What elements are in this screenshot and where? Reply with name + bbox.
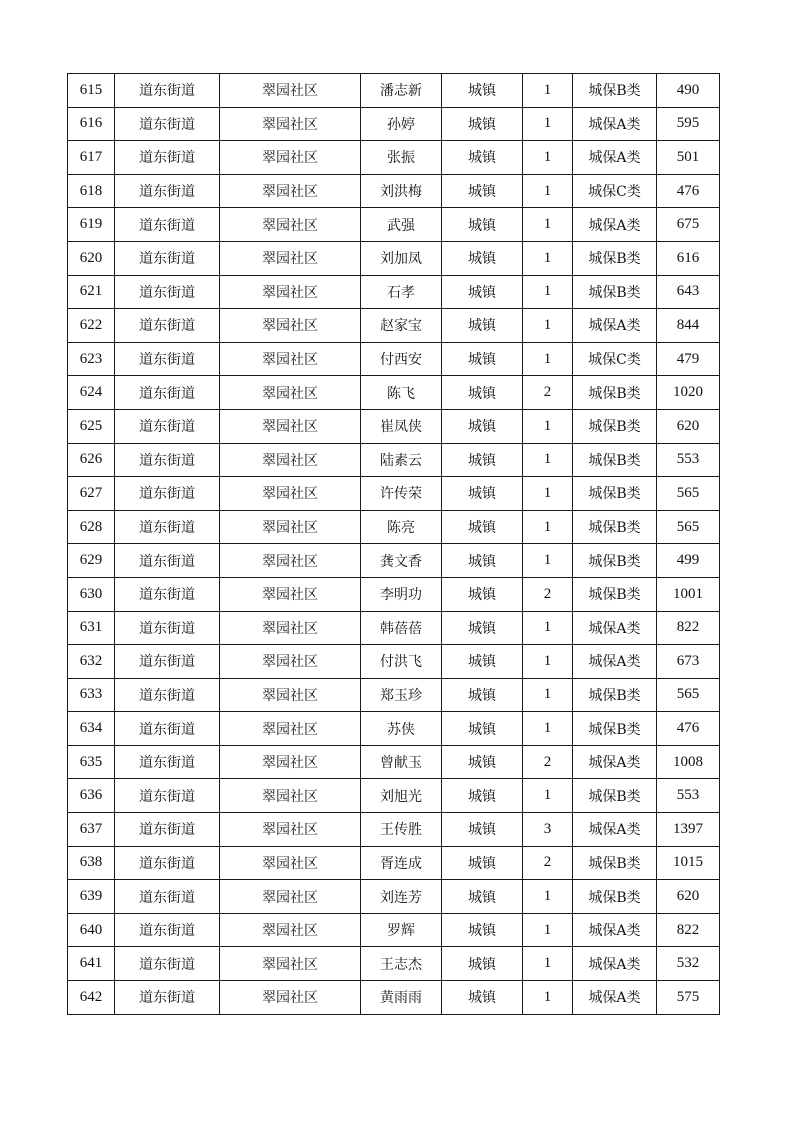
street-cell: 道东街道 — [115, 880, 220, 914]
amount-cell: 501 — [657, 141, 720, 175]
street-cell: 道东街道 — [115, 309, 220, 343]
table-row — [68, 779, 720, 813]
street-cell: 道东街道 — [115, 712, 220, 746]
household-type-cell: 城镇 — [442, 208, 523, 242]
amount-cell: 1008 — [657, 745, 720, 779]
row-number-cell: 618 — [68, 174, 115, 208]
table-row — [68, 309, 720, 343]
amount-cell: 499 — [657, 544, 720, 578]
street-cell: 道东街道 — [115, 779, 220, 813]
person-count-cell: 1 — [523, 241, 573, 275]
community-cell: 翠园社区 — [220, 107, 361, 141]
amount-cell: 565 — [657, 477, 720, 511]
community-cell: 翠园社区 — [220, 141, 361, 175]
table-row — [68, 208, 720, 242]
category-cell: 城保B类 — [573, 74, 657, 108]
name-cell: 李明功 — [361, 577, 442, 611]
person-count-cell: 1 — [523, 107, 573, 141]
street-cell: 道东街道 — [115, 947, 220, 981]
person-count-cell: 1 — [523, 275, 573, 309]
community-cell: 翠园社区 — [220, 712, 361, 746]
household-type-cell: 城镇 — [442, 443, 523, 477]
category-cell: 城保B类 — [573, 443, 657, 477]
household-type-cell: 城镇 — [442, 645, 523, 679]
street-cell: 道东街道 — [115, 846, 220, 880]
community-cell: 翠园社区 — [220, 611, 361, 645]
person-count-cell: 1 — [523, 645, 573, 679]
row-number-cell: 634 — [68, 712, 115, 746]
name-cell: 张振 — [361, 141, 442, 175]
name-cell: 苏侠 — [361, 712, 442, 746]
household-type-cell: 城镇 — [442, 846, 523, 880]
name-cell: 韩蓓蓓 — [361, 611, 442, 645]
category-cell: 城保A类 — [573, 813, 657, 847]
category-cell: 城保A类 — [573, 947, 657, 981]
category-cell: 城保B类 — [573, 477, 657, 511]
community-cell: 翠园社区 — [220, 577, 361, 611]
row-number-cell: 633 — [68, 678, 115, 712]
community-cell: 翠园社区 — [220, 947, 361, 981]
table-row — [68, 342, 720, 376]
name-cell: 潘志新 — [361, 74, 442, 108]
community-cell: 翠园社区 — [220, 813, 361, 847]
table-row — [68, 174, 720, 208]
amount-cell: 616 — [657, 241, 720, 275]
street-cell: 道东街道 — [115, 107, 220, 141]
person-count-cell: 1 — [523, 913, 573, 947]
name-cell: 曾献玉 — [361, 745, 442, 779]
person-count-cell: 1 — [523, 947, 573, 981]
name-cell: 王传胜 — [361, 813, 442, 847]
amount-cell: 532 — [657, 947, 720, 981]
name-cell: 刘加凤 — [361, 241, 442, 275]
street-cell: 道东街道 — [115, 745, 220, 779]
amount-cell: 575 — [657, 981, 720, 1015]
table-row — [68, 241, 720, 275]
community-cell: 翠园社区 — [220, 275, 361, 309]
row-number-cell: 632 — [68, 645, 115, 679]
community-cell: 翠园社区 — [220, 174, 361, 208]
table-row — [68, 275, 720, 309]
community-cell: 翠园社区 — [220, 208, 361, 242]
household-type-cell: 城镇 — [442, 678, 523, 712]
person-count-cell: 3 — [523, 813, 573, 847]
household-type-cell: 城镇 — [442, 745, 523, 779]
table-row — [68, 981, 720, 1015]
row-number-cell: 627 — [68, 477, 115, 511]
row-number-cell: 642 — [68, 981, 115, 1015]
community-cell: 翠园社区 — [220, 779, 361, 813]
amount-cell: 643 — [657, 275, 720, 309]
community-cell: 翠园社区 — [220, 309, 361, 343]
row-number-cell: 623 — [68, 342, 115, 376]
table-row — [68, 544, 720, 578]
category-cell: 城保B类 — [573, 779, 657, 813]
household-type-cell: 城镇 — [442, 174, 523, 208]
amount-cell: 490 — [657, 74, 720, 108]
street-cell: 道东街道 — [115, 510, 220, 544]
community-cell: 翠园社区 — [220, 74, 361, 108]
category-cell: 城保B类 — [573, 510, 657, 544]
row-number-cell: 628 — [68, 510, 115, 544]
category-cell: 城保C类 — [573, 174, 657, 208]
person-count-cell: 1 — [523, 981, 573, 1015]
amount-cell: 479 — [657, 342, 720, 376]
name-cell: 崔凤侠 — [361, 409, 442, 443]
table-row — [68, 745, 720, 779]
person-count-cell: 1 — [523, 208, 573, 242]
street-cell: 道东街道 — [115, 275, 220, 309]
street-cell: 道东街道 — [115, 208, 220, 242]
street-cell: 道东街道 — [115, 477, 220, 511]
household-type-cell: 城镇 — [442, 141, 523, 175]
row-number-cell: 637 — [68, 813, 115, 847]
household-type-cell: 城镇 — [442, 241, 523, 275]
household-type-cell: 城镇 — [442, 342, 523, 376]
community-cell: 翠园社区 — [220, 241, 361, 275]
community-cell: 翠园社区 — [220, 645, 361, 679]
household-type-cell: 城镇 — [442, 544, 523, 578]
person-count-cell: 2 — [523, 577, 573, 611]
amount-cell: 673 — [657, 645, 720, 679]
community-cell: 翠园社区 — [220, 981, 361, 1015]
street-cell: 道东街道 — [115, 74, 220, 108]
table-row — [68, 880, 720, 914]
amount-cell: 822 — [657, 913, 720, 947]
table-row — [68, 846, 720, 880]
household-type-cell: 城镇 — [442, 813, 523, 847]
household-type-cell: 城镇 — [442, 611, 523, 645]
table-row — [68, 107, 720, 141]
row-number-cell: 635 — [68, 745, 115, 779]
household-type-cell: 城镇 — [442, 947, 523, 981]
household-type-cell: 城镇 — [442, 880, 523, 914]
household-type-cell: 城镇 — [442, 913, 523, 947]
row-number-cell: 621 — [68, 275, 115, 309]
table-row — [68, 913, 720, 947]
household-type-cell: 城镇 — [442, 107, 523, 141]
category-cell: 城保A类 — [573, 645, 657, 679]
household-type-cell: 城镇 — [442, 409, 523, 443]
name-cell: 黄雨雨 — [361, 981, 442, 1015]
amount-cell: 595 — [657, 107, 720, 141]
table-row — [68, 443, 720, 477]
category-cell: 城保A类 — [573, 107, 657, 141]
amount-cell: 553 — [657, 443, 720, 477]
relief-roster-table — [67, 73, 720, 1015]
table-row — [68, 577, 720, 611]
row-number-cell: 620 — [68, 241, 115, 275]
person-count-cell: 1 — [523, 712, 573, 746]
table-row — [68, 712, 720, 746]
person-count-cell: 1 — [523, 477, 573, 511]
category-cell: 城保B类 — [573, 846, 657, 880]
community-cell: 翠园社区 — [220, 678, 361, 712]
household-type-cell: 城镇 — [442, 779, 523, 813]
table-row — [68, 645, 720, 679]
street-cell: 道东街道 — [115, 611, 220, 645]
amount-cell: 620 — [657, 880, 720, 914]
category-cell: 城保B类 — [573, 880, 657, 914]
amount-cell: 565 — [657, 678, 720, 712]
name-cell: 孙婷 — [361, 107, 442, 141]
category-cell: 城保A类 — [573, 981, 657, 1015]
street-cell: 道东街道 — [115, 577, 220, 611]
household-type-cell: 城镇 — [442, 510, 523, 544]
person-count-cell: 1 — [523, 309, 573, 343]
street-cell: 道东街道 — [115, 141, 220, 175]
row-number-cell: 622 — [68, 309, 115, 343]
name-cell: 陈亮 — [361, 510, 442, 544]
street-cell: 道东街道 — [115, 544, 220, 578]
amount-cell: 1397 — [657, 813, 720, 847]
street-cell: 道东街道 — [115, 241, 220, 275]
category-cell: 城保B类 — [573, 712, 657, 746]
name-cell: 胥连成 — [361, 846, 442, 880]
person-count-cell: 1 — [523, 409, 573, 443]
row-number-cell: 638 — [68, 846, 115, 880]
name-cell: 龚文香 — [361, 544, 442, 578]
street-cell: 道东街道 — [115, 813, 220, 847]
name-cell: 赵家宝 — [361, 309, 442, 343]
table-row — [68, 813, 720, 847]
table-row — [68, 409, 720, 443]
person-count-cell: 1 — [523, 779, 573, 813]
row-number-cell: 615 — [68, 74, 115, 108]
person-count-cell: 1 — [523, 510, 573, 544]
amount-cell: 1015 — [657, 846, 720, 880]
name-cell: 付西安 — [361, 342, 442, 376]
household-type-cell: 城镇 — [442, 376, 523, 410]
name-cell: 刘旭光 — [361, 779, 442, 813]
row-number-cell: 639 — [68, 880, 115, 914]
street-cell: 道东街道 — [115, 174, 220, 208]
row-number-cell: 619 — [68, 208, 115, 242]
category-cell: 城保A类 — [573, 745, 657, 779]
community-cell: 翠园社区 — [220, 913, 361, 947]
row-number-cell: 616 — [68, 107, 115, 141]
name-cell: 王志杰 — [361, 947, 442, 981]
household-type-cell: 城镇 — [442, 477, 523, 511]
street-cell: 道东街道 — [115, 678, 220, 712]
household-type-cell: 城镇 — [442, 275, 523, 309]
amount-cell: 476 — [657, 712, 720, 746]
amount-cell: 822 — [657, 611, 720, 645]
category-cell: 城保A类 — [573, 309, 657, 343]
category-cell: 城保A类 — [573, 141, 657, 175]
street-cell: 道东街道 — [115, 409, 220, 443]
row-number-cell: 624 — [68, 376, 115, 410]
row-number-cell: 641 — [68, 947, 115, 981]
row-number-cell: 631 — [68, 611, 115, 645]
table-row — [68, 376, 720, 410]
amount-cell: 1020 — [657, 376, 720, 410]
amount-cell: 553 — [657, 779, 720, 813]
street-cell: 道东街道 — [115, 342, 220, 376]
household-type-cell: 城镇 — [442, 74, 523, 108]
category-cell: 城保B类 — [573, 678, 657, 712]
row-number-cell: 625 — [68, 409, 115, 443]
street-cell: 道东街道 — [115, 376, 220, 410]
community-cell: 翠园社区 — [220, 880, 361, 914]
community-cell: 翠园社区 — [220, 409, 361, 443]
person-count-cell: 1 — [523, 443, 573, 477]
table-row — [68, 611, 720, 645]
amount-cell: 675 — [657, 208, 720, 242]
category-cell: 城保B类 — [573, 409, 657, 443]
category-cell: 城保B类 — [573, 577, 657, 611]
person-count-cell: 1 — [523, 74, 573, 108]
table-row — [68, 74, 720, 108]
person-count-cell: 2 — [523, 745, 573, 779]
row-number-cell: 629 — [68, 544, 115, 578]
household-type-cell: 城镇 — [442, 309, 523, 343]
name-cell: 刘洪梅 — [361, 174, 442, 208]
amount-cell: 476 — [657, 174, 720, 208]
community-cell: 翠园社区 — [220, 745, 361, 779]
category-cell: 城保B类 — [573, 376, 657, 410]
street-cell: 道东街道 — [115, 981, 220, 1015]
amount-cell: 844 — [657, 309, 720, 343]
person-count-cell: 1 — [523, 678, 573, 712]
household-type-cell: 城镇 — [442, 981, 523, 1015]
category-cell: 城保A类 — [573, 611, 657, 645]
table-row — [68, 947, 720, 981]
name-cell: 郑玉珍 — [361, 678, 442, 712]
category-cell: 城保B类 — [573, 275, 657, 309]
name-cell: 武强 — [361, 208, 442, 242]
category-cell: 城保A类 — [573, 913, 657, 947]
person-count-cell: 1 — [523, 174, 573, 208]
household-type-cell: 城镇 — [442, 577, 523, 611]
row-number-cell: 626 — [68, 443, 115, 477]
person-count-cell: 1 — [523, 611, 573, 645]
name-cell: 陈飞 — [361, 376, 442, 410]
table-row — [68, 141, 720, 175]
amount-cell: 1001 — [657, 577, 720, 611]
name-cell: 石孝 — [361, 275, 442, 309]
name-cell: 许传荣 — [361, 477, 442, 511]
amount-cell: 620 — [657, 409, 720, 443]
community-cell: 翠园社区 — [220, 443, 361, 477]
name-cell: 陆素云 — [361, 443, 442, 477]
community-cell: 翠园社区 — [220, 510, 361, 544]
person-count-cell: 1 — [523, 880, 573, 914]
street-cell: 道东街道 — [115, 645, 220, 679]
row-number-cell: 636 — [68, 779, 115, 813]
person-count-cell: 2 — [523, 376, 573, 410]
table-row — [68, 510, 720, 544]
street-cell: 道东街道 — [115, 443, 220, 477]
name-cell: 罗辉 — [361, 913, 442, 947]
category-cell: 城保B类 — [573, 241, 657, 275]
category-cell: 城保A类 — [573, 208, 657, 242]
name-cell: 付洪飞 — [361, 645, 442, 679]
person-count-cell: 1 — [523, 544, 573, 578]
amount-cell: 565 — [657, 510, 720, 544]
household-type-cell: 城镇 — [442, 712, 523, 746]
row-number-cell: 630 — [68, 577, 115, 611]
name-cell: 刘连芳 — [361, 880, 442, 914]
community-cell: 翠园社区 — [220, 544, 361, 578]
person-count-cell: 2 — [523, 846, 573, 880]
person-count-cell: 1 — [523, 342, 573, 376]
community-cell: 翠园社区 — [220, 846, 361, 880]
row-number-cell: 617 — [68, 141, 115, 175]
table-row — [68, 678, 720, 712]
street-cell: 道东街道 — [115, 913, 220, 947]
community-cell: 翠园社区 — [220, 342, 361, 376]
table-body — [68, 74, 720, 1015]
category-cell: 城保B类 — [573, 544, 657, 578]
category-cell: 城保C类 — [573, 342, 657, 376]
row-number-cell: 640 — [68, 913, 115, 947]
person-count-cell: 1 — [523, 141, 573, 175]
community-cell: 翠园社区 — [220, 376, 361, 410]
table-row — [68, 477, 720, 511]
community-cell: 翠园社区 — [220, 477, 361, 511]
